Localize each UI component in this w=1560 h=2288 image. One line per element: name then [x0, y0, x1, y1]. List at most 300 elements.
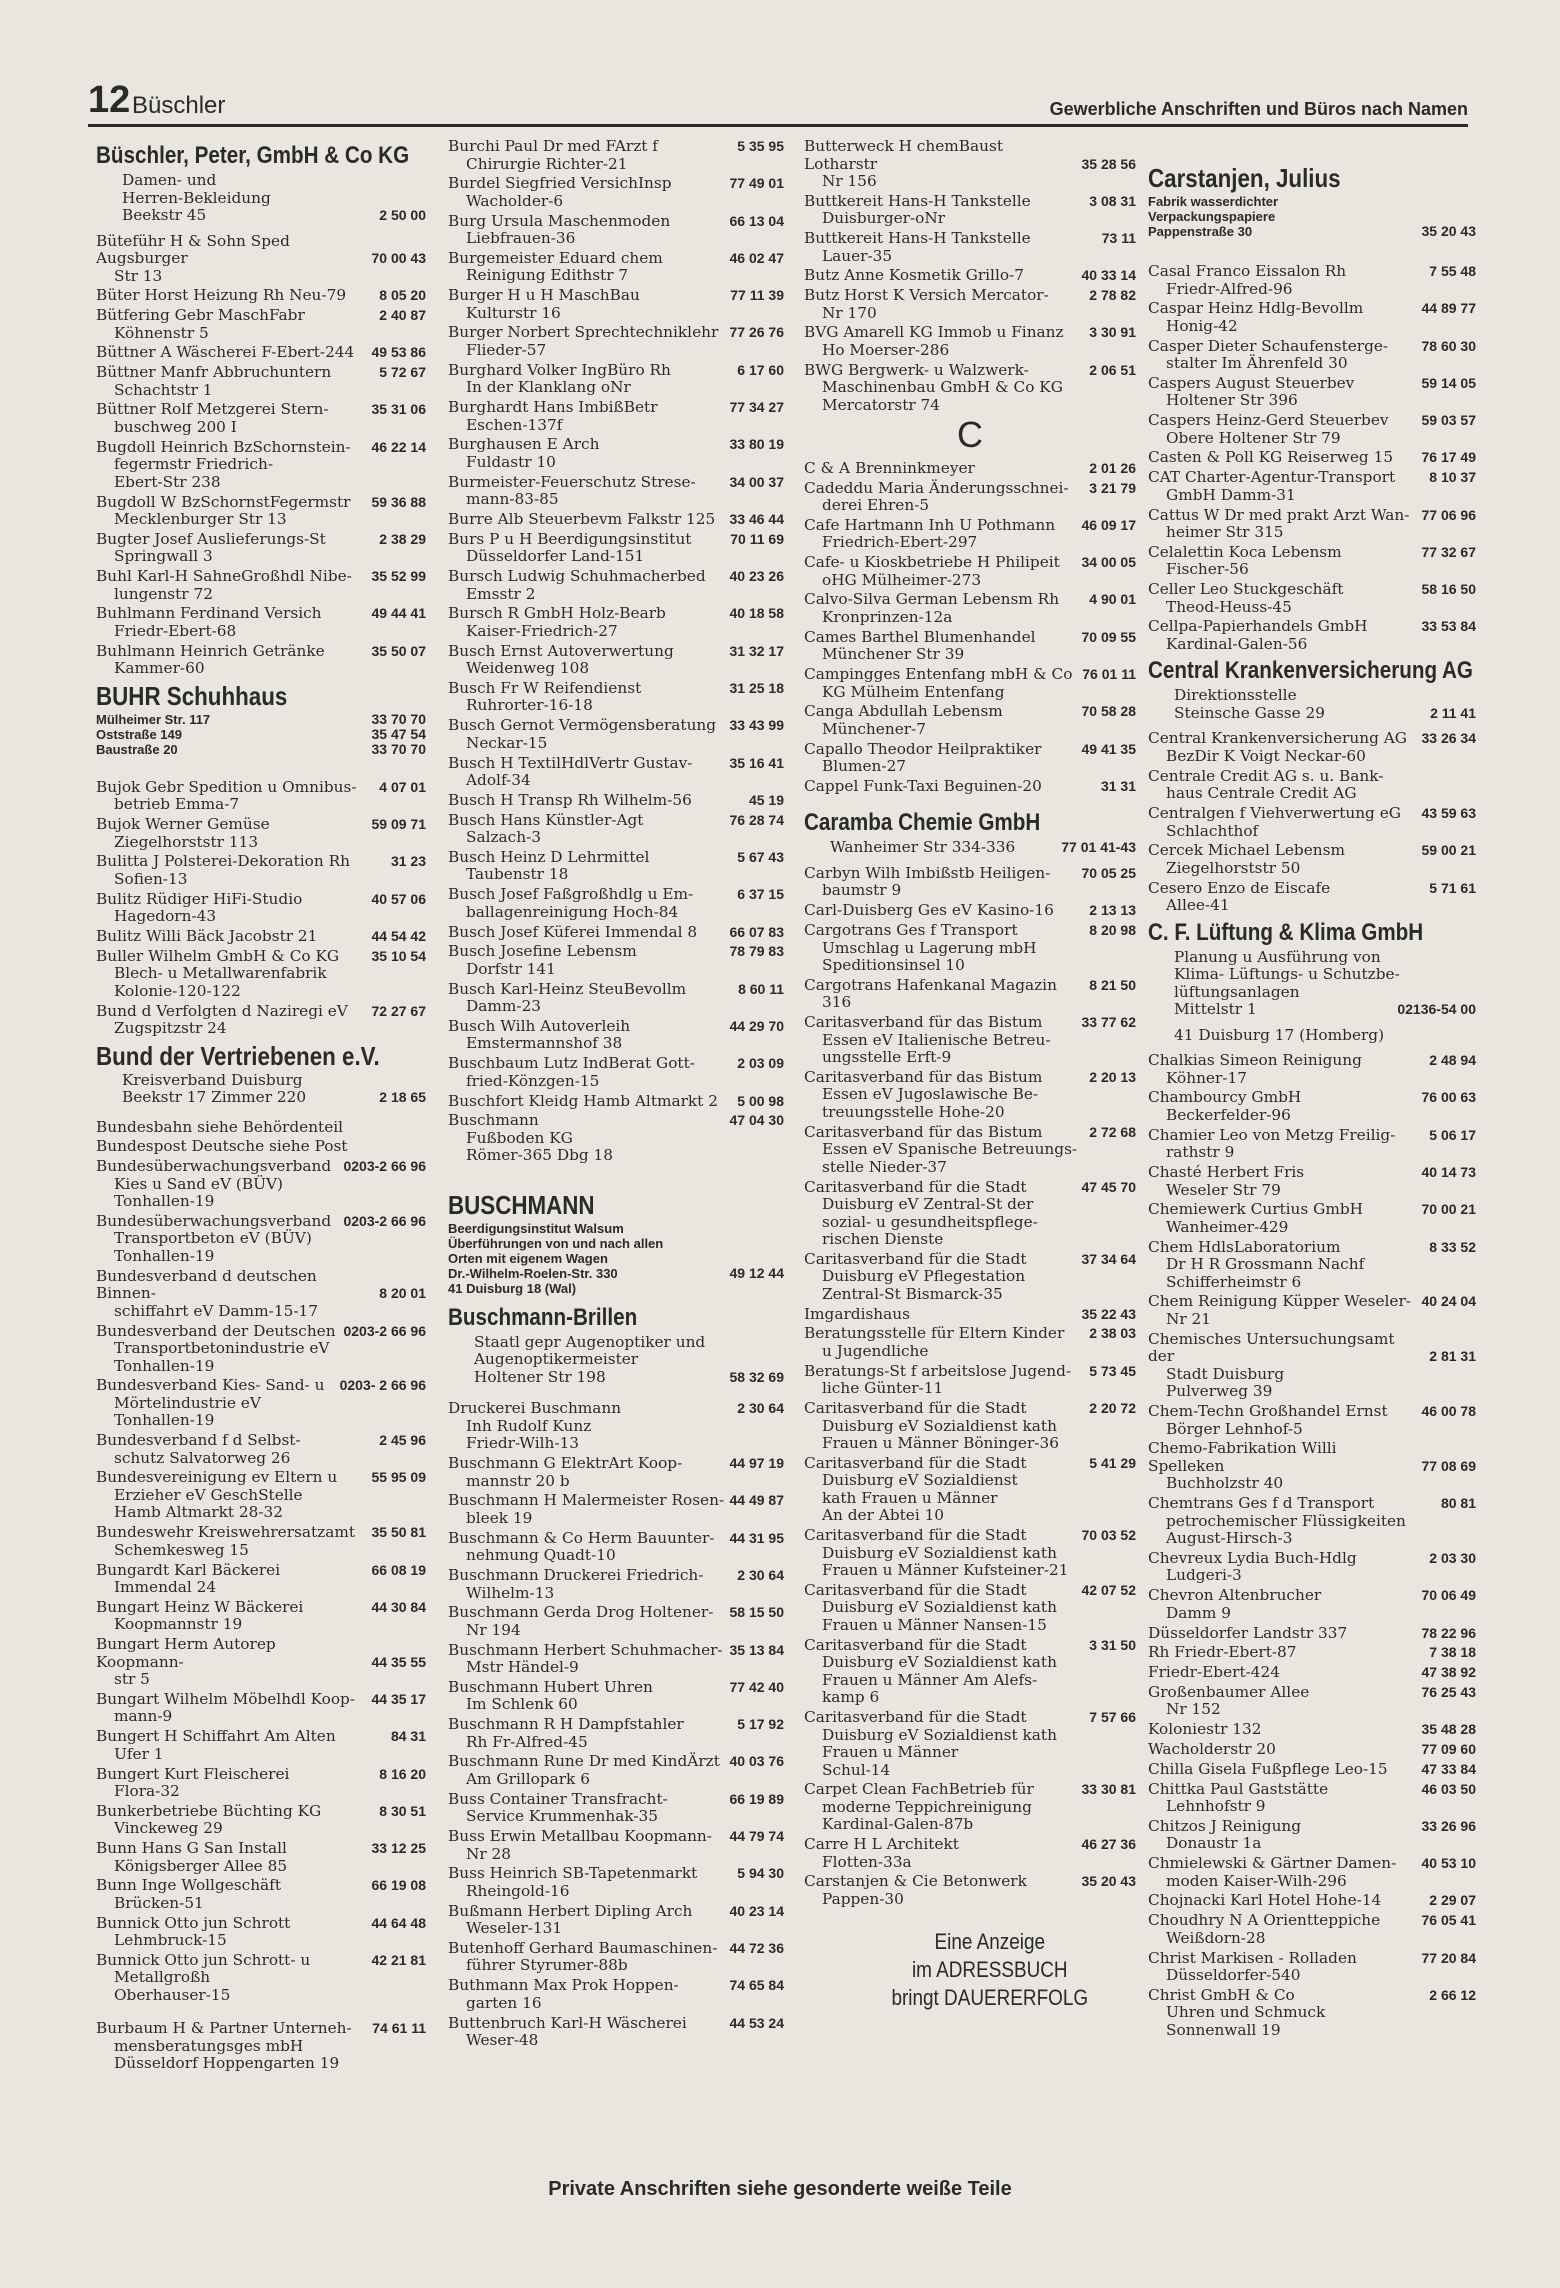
entry-phone: 43 59 63 — [1421, 805, 1476, 822]
entry-phone: 2 38 03 — [1089, 1325, 1136, 1342]
entry-line: Cargotrans Ges f Transport — [804, 921, 1018, 940]
directory-entry — [804, 629, 1136, 664]
entry-line: Koloniestr 132 — [1148, 1720, 1262, 1739]
ad-line-text: lüftungsanlagen — [1174, 982, 1300, 1001]
ad-line — [448, 1334, 784, 1352]
entry-line: Busch H Transp Rh Wilhelm-56 — [448, 790, 692, 809]
entry-phone: 33 53 84 — [1421, 618, 1476, 635]
directory-entry — [1148, 1495, 1476, 1548]
ad-line-text: Kreisverband Duisburg — [122, 1070, 303, 1089]
entry-line: Casal Franco Eissalon Rh — [1148, 262, 1347, 280]
entry-line: Schifferheimstr 6 — [1166, 1272, 1302, 1291]
ad-line-text: Damen- und — [122, 171, 217, 189]
ad-line — [96, 207, 426, 225]
entry-list — [96, 233, 426, 678]
ad-phone: 33 70 70 — [371, 740, 426, 757]
entry-phone: 2 20 13 — [1089, 1068, 1136, 1085]
directory-entry — [448, 175, 784, 210]
entry-phone: 76 25 43 — [1421, 1683, 1476, 1700]
entry-phone: 31 31 — [1100, 777, 1136, 794]
entry-line: Bugdoll Heinrich BzSchornstein- — [96, 437, 351, 456]
ad-row — [448, 1266, 784, 1281]
entry-line: Cafe- u Kioskbetriebe H Philipeit — [804, 553, 1060, 572]
directory-entry — [804, 1251, 1136, 1304]
entry-phone: 8 10 37 — [1429, 469, 1476, 486]
entry-phone: 40 24 04 — [1421, 1293, 1476, 1310]
entry-phone: 44 54 42 — [371, 927, 426, 944]
directory-entry — [96, 401, 426, 436]
ad-headline: Carstanjen, Julius — [1148, 163, 1341, 193]
directory-entry — [448, 717, 784, 752]
entry-line: lungenstr 72 — [114, 584, 213, 603]
ad-line-text: Beekstr 17 Zimmer 220 — [122, 1088, 307, 1107]
directory-entry — [448, 399, 784, 434]
entry-line: Damm 9 — [1166, 1603, 1231, 1622]
entry-line: Buschmann Herbert Schuhmacher- — [448, 1640, 723, 1659]
directory-entry — [448, 1530, 784, 1565]
directory-entry — [1148, 544, 1476, 579]
entry-line: Rheingold-16 — [466, 1881, 570, 1900]
entry-phone: 6 37 15 — [737, 886, 784, 903]
entry-line: Bundeswehr Kreiswehrersatzamt — [96, 1523, 355, 1542]
ad-row-text: 41 Duisburg 18 (Wal) — [448, 1280, 577, 1296]
entry-line: Eschen-137f — [466, 415, 563, 434]
ad-line — [1148, 949, 1476, 967]
entry-line: Chalkias Simeon Reinigung — [1148, 1051, 1362, 1070]
entry-line: Buttkereit Hans-H Tankstelle — [804, 229, 1031, 248]
entry-line: Blumen-27 — [822, 757, 907, 776]
entry-line: Neckar-15 — [466, 733, 548, 752]
entry-line: 316 — [822, 993, 852, 1012]
directory-entry — [1148, 1293, 1476, 1328]
entry-phone: 8 30 51 — [379, 1802, 426, 1819]
entry-line: Weseler Str 79 — [1166, 1180, 1281, 1199]
entry-list — [96, 1119, 426, 2073]
ad-line-text: Beekstr 45 — [122, 206, 207, 224]
entry-line: Cesero Enzo de Eiscafe — [1148, 878, 1331, 897]
ad-line-text: Steinsche Gasse 29 — [1174, 703, 1326, 722]
entry-phone: 2 40 87 — [379, 307, 426, 324]
entry-phone: 44 35 55 — [371, 1653, 426, 1670]
entry-line: Hamb Altmarkt 28-32 — [114, 1503, 284, 1522]
entry-line: Caspers August Steuerbev — [1148, 373, 1355, 392]
entry-line: Bunn Inge Wollgeschäft — [96, 1876, 281, 1895]
directory-entry — [96, 1138, 426, 1156]
entry-line: Lehmbruck-15 — [114, 1931, 227, 1950]
entry-line: Christ GmbH & Co — [1148, 1985, 1295, 2004]
directory-entry — [448, 605, 784, 640]
directory-entry — [804, 977, 1136, 1012]
entry-line: Bütfering Gebr MaschFabr — [96, 306, 305, 325]
directory-entry — [804, 554, 1136, 589]
entry-phone: 55 95 09 — [371, 1469, 426, 1486]
entry-phone: 66 19 89 — [729, 1790, 784, 1807]
entry-phone: 5 35 95 — [737, 138, 784, 154]
entry-line: Cattus W Dr med prakt Arzt Wan- — [1148, 505, 1410, 524]
entry-phone: 59 00 21 — [1421, 842, 1476, 859]
directory-entry — [448, 1093, 784, 1111]
ad-block — [96, 172, 426, 225]
entry-phone: 31 32 17 — [729, 642, 784, 659]
ad-line — [1148, 984, 1476, 1002]
entry-line: Duisburg eV Sozialdienst kath — [822, 1543, 1057, 1562]
entry-phone: 0203-2 66 96 — [343, 1322, 426, 1339]
entry-line: bleek 19 — [466, 1508, 533, 1527]
entry-phone: 70 09 55 — [1081, 628, 1136, 645]
entry-phone: 77 26 76 — [729, 324, 784, 341]
entry-phone: 5 06 17 — [1429, 1126, 1476, 1143]
entry-line: Buschmann & Co Herm Bauunter- — [448, 1528, 715, 1547]
entry-line: Chambourcy GmbH — [1148, 1088, 1302, 1107]
directory-entry — [1148, 1625, 1476, 1643]
directory-entry — [96, 1728, 426, 1763]
entry-line: Bundesbahn siehe Behördenteil — [96, 1117, 344, 1136]
entry-line: Nr 156 — [822, 172, 877, 190]
entry-line: Chojnacki Karl Hotel Hohe-14 — [1148, 1891, 1382, 1910]
entry-line: Centrale Credit AG s. u. Bank- — [1148, 766, 1384, 785]
entry-line: BWG Bergwerk- u Walzwerk- — [804, 360, 1029, 379]
entry-phone: 77 06 96 — [1421, 506, 1476, 523]
entry-line: Stadt Duisburg — [1166, 1364, 1285, 1383]
ad-row-text: Beerdigungsinstitut Walsum — [448, 1220, 624, 1236]
entry-phone: 35 22 43 — [1081, 1305, 1136, 1322]
ad-line-text: Klima- Lüftungs- u Schutzbe- — [1174, 965, 1400, 984]
directory-entry — [804, 267, 1136, 285]
directory-entry — [1148, 1741, 1476, 1759]
entry-line: Büttner Manfr Abbruchuntern — [96, 363, 332, 382]
entry-line: Service Krummenhak-35 — [466, 1807, 658, 1826]
directory-entry — [804, 1179, 1136, 1249]
ad-phone: 35 47 54 — [371, 725, 426, 742]
entry-line: kamp 6 — [822, 1688, 880, 1707]
entry-phone: 35 13 84 — [729, 1641, 784, 1658]
entry-line: Cargotrans Hafenkanal Magazin — [804, 975, 1057, 994]
entry-line: schiffahrt eV Damm-15-17 — [114, 1301, 318, 1320]
entry-line: Transportbetonindustrie eV — [114, 1339, 330, 1358]
entry-phone: 44 35 17 — [371, 1690, 426, 1707]
ad-phone: 2 11 41 — [1430, 704, 1476, 721]
entry-line: Lehnhofstr 9 — [1166, 1797, 1266, 1816]
entry-line: Chem HdlsLaboratorium — [1148, 1237, 1341, 1256]
entry-phone: 66 08 19 — [371, 1561, 426, 1578]
ad-phone: 33 70 70 — [371, 710, 426, 727]
entry-line: BVG Amarell KG Immob u Finanz — [804, 323, 1064, 342]
entry-line: Chasté Herbert Fris — [1148, 1163, 1305, 1182]
entry-line: mensberatungsges mbH — [114, 2036, 304, 2055]
ad-block — [448, 1221, 784, 1296]
ad-row — [448, 1281, 784, 1296]
entry-phone: 35 16 41 — [729, 754, 784, 771]
entry-line: Schemkesweg 15 — [114, 1540, 249, 1559]
entry-phone: 33 80 19 — [729, 436, 784, 453]
entry-line: Römer-365 Dbg 18 — [466, 1146, 614, 1165]
directory-entry — [804, 362, 1136, 415]
entry-line: Taubenstr 18 — [466, 865, 569, 884]
entry-phone: 8 16 20 — [379, 1765, 426, 1782]
entry-line: Friedr-Alfred-96 — [1166, 279, 1293, 298]
entry-phone: 73 11 — [1101, 230, 1136, 247]
directory-entry — [1148, 1550, 1476, 1585]
entry-line: Nr 152 — [1166, 1700, 1221, 1719]
entry-line: Bundesverband Kies- Sand- u — [96, 1376, 325, 1395]
ad-block — [96, 712, 426, 757]
ad-phone: 2 18 65 — [379, 1089, 426, 1106]
entry-line: Frauen u Männer — [822, 1743, 959, 1761]
entry-line: Bujok Gebr Spedition u Omnibus- — [96, 777, 357, 796]
entry-phone: 59 03 57 — [1421, 412, 1476, 429]
ad-line — [96, 1089, 426, 1107]
directory-entry — [1148, 805, 1476, 840]
entry-phone: 6 17 60 — [737, 361, 784, 378]
entry-line: Flieder-57 — [466, 340, 547, 359]
entry-line: Buhl Karl-H SahneGroßhdl Nibe- — [96, 567, 352, 586]
directory-entry — [1148, 1721, 1476, 1739]
entry-phone: 78 60 30 — [1421, 337, 1476, 354]
entry-phone: 35 50 07 — [371, 642, 426, 659]
ad-line-text: Staatl gepr Augenoptiker und — [474, 1332, 706, 1351]
entry-line: Buschmann Druckerei Friedrich- — [448, 1566, 704, 1584]
entry-line: Speditionsinsel 10 — [822, 956, 965, 975]
entry-phone: 47 45 70 — [1081, 1178, 1136, 1195]
ad-block — [804, 839, 1136, 857]
entry-phone: 8 60 11 — [738, 980, 784, 997]
entry-line: Central Krankenversicherung AG — [1148, 729, 1407, 748]
entry-phone: 7 57 66 — [1089, 1709, 1136, 1725]
entry-phone: 40 03 76 — [729, 1753, 784, 1770]
entry-phone: 77 49 01 — [729, 175, 784, 192]
entry-phone: 5 67 43 — [737, 848, 784, 865]
directory-entry — [1148, 842, 1476, 877]
entry-phone: 70 06 49 — [1421, 1587, 1476, 1604]
entry-line: Bunnick Otto jun Schrott — [96, 1913, 291, 1932]
entry-line: Ziegelhorststr 113 — [114, 832, 259, 851]
directory-entry — [804, 666, 1136, 701]
ad-line — [1148, 1001, 1476, 1019]
entry-line: GmbH Damm-31 — [1166, 485, 1296, 504]
entry-line: Zentral-St Bismarck-35 — [822, 1284, 1003, 1303]
directory-entry — [1148, 412, 1476, 447]
ad-block — [1148, 194, 1476, 239]
page-footer: Private Anschriften siehe gesonderte weiße Teile — [548, 2178, 1012, 2200]
entry-line: moden Kaiser-Wilh-296 — [1166, 1871, 1347, 1890]
entry-phone: 5 94 30 — [737, 1865, 784, 1882]
entry-phone: 70 03 52 — [1081, 1527, 1136, 1544]
ad-line — [1148, 966, 1476, 984]
entry-line: Duisburg eV Sozialdienst kath — [822, 1598, 1057, 1617]
entry-phone: 33 26 34 — [1421, 730, 1476, 747]
entry-line: Centralgen f Viehverwertung eG — [1148, 804, 1401, 823]
entry-line: Duisburg eV Pflegestation — [822, 1267, 1026, 1286]
entry-phone: 78 79 83 — [729, 943, 784, 960]
directory-entry — [96, 494, 426, 529]
entry-line: CAT Charter-Agentur-Transport — [1148, 468, 1396, 487]
directory-entry — [448, 1400, 784, 1453]
ad-headline: Büschler, Peter, GmbH & Co KG — [96, 142, 410, 169]
entry-line: Erzieher eV GeschStelle — [114, 1485, 303, 1504]
entry-line: Büttner Rolf Metzgerei Stern- — [96, 400, 329, 419]
entry-line: Buschmann R H Dampfstahler — [448, 1715, 684, 1734]
entry-phone: 77 20 84 — [1421, 1949, 1476, 1966]
entry-phone: 59 14 05 — [1421, 374, 1476, 391]
entry-line: Casten & Poll KG Reiserweg 15 — [1148, 448, 1394, 467]
ad-line-text: Planung u Ausführung von — [1174, 947, 1381, 966]
directory-entry — [804, 1781, 1136, 1834]
ad-line — [448, 1369, 784, 1387]
entry-line: Buschfort Kleidg Hamb Altmarkt 2 — [448, 1091, 718, 1110]
entry-phone: 33 77 62 — [1081, 1014, 1136, 1031]
entry-line: Sofien-13 — [114, 869, 188, 888]
entry-phone: 70 00 21 — [1421, 1201, 1476, 1218]
entry-line: Sonnenwall 19 — [1166, 2020, 1281, 2039]
directory-entry — [96, 853, 426, 888]
entry-line: kath Frauen u Männer — [822, 1488, 998, 1507]
entry-line: Chitzos J Reinigung — [1148, 1816, 1302, 1835]
ad-row-text: Pappenstraße 30 — [1148, 224, 1253, 239]
entry-line: Bursch R GmbH Holz-Bearb — [448, 604, 666, 623]
entry-phone: 8 20 98 — [1089, 922, 1136, 939]
entry-line: Ziegelhorststr 50 — [1166, 858, 1301, 877]
entry-line: Kronprinzen-12a — [822, 607, 953, 626]
ad-row-text: Dr.-Wilhelm-Roelen-Str. 330 — [448, 1265, 618, 1281]
ad-line-text: Mittelstr 1 — [1174, 1000, 1257, 1019]
entry-list — [1148, 263, 1476, 653]
entry-line: Vinckeweg 29 — [114, 1819, 223, 1838]
directory-entry — [96, 531, 426, 566]
entry-line: Bulitta J Polsterei-Dekoration Rh — [96, 852, 350, 871]
entry-line: liche Günter-11 — [822, 1379, 944, 1398]
entry-phone: 8 21 50 — [1089, 976, 1136, 993]
entry-line: Kies u Sand eV (BÜV) — [114, 1174, 283, 1193]
entry-line: stalter Im Ährenfeld 30 — [1166, 354, 1348, 373]
entry-line: Campingges Entenfang mbH & Co — [804, 665, 1073, 684]
ad-row — [448, 1251, 784, 1266]
entry-line: Kulturstr 16 — [466, 303, 561, 322]
ad-line: Eine Anzeige — [934, 1929, 1046, 1955]
entry-phone: 35 48 28 — [1421, 1721, 1476, 1738]
entry-line: Ebert-Str 238 — [114, 472, 221, 491]
ad-line-text: Augenoptikermeister — [474, 1350, 639, 1369]
entry-phone: 0203- 2 66 96 — [339, 1377, 426, 1394]
entry-line: Essen eV Spanische Betreuungs- — [822, 1140, 1078, 1159]
entry-line: Burghard Volker IngBüro Rh — [448, 360, 671, 379]
directory-entry — [1148, 1164, 1476, 1199]
directory-entry — [1148, 1239, 1476, 1292]
entry-line: Burchi Paul Dr med FArzt f — [448, 137, 658, 155]
directory-entry — [1148, 581, 1476, 616]
directory-entry — [1148, 375, 1476, 410]
directory-entry — [804, 922, 1136, 975]
entry-phone: 77 42 40 — [729, 1678, 784, 1695]
entry-line: Schlachthof — [1166, 821, 1259, 840]
entry-line: Buhlmann Heinrich Getränke — [96, 641, 325, 660]
entry-line: Pappen-30 — [822, 1889, 904, 1908]
entry-phone: 34 00 37 — [729, 473, 784, 490]
directory-entry — [1148, 1587, 1476, 1622]
entry-line: Burger Norbert Sprechtechniklehr — [448, 323, 719, 342]
entry-line: Frauen u Männer Nansen-15 — [822, 1615, 1047, 1634]
entry-line: Adolf-34 — [466, 771, 531, 790]
entry-line: Caritasverband für die Stadt — [804, 1580, 1027, 1599]
directory-entry — [1148, 768, 1476, 803]
entry-list — [804, 865, 1136, 1908]
directory-entry — [804, 460, 1136, 478]
entry-phone: 76 05 41 — [1421, 1912, 1476, 1929]
entry-phone: 8 20 01 — [379, 1285, 426, 1302]
entry-line: Chirurgie Richter-21 — [466, 154, 628, 173]
entry-line: Busch Hans Künstler-Agt — [448, 810, 644, 829]
entry-line: nehmung Quadt-10 — [466, 1546, 616, 1565]
entry-line: Nr 28 — [466, 1844, 512, 1863]
entry-line: Rh Friedr-Ebert-87 — [1148, 1643, 1297, 1662]
entry-line: Bundesverband d deutschen Binnen- — [96, 1266, 317, 1303]
entry-phone: 31 25 18 — [729, 679, 784, 696]
directory-entry — [448, 1492, 784, 1527]
ad-headline: Caramba Chemie GmbH — [804, 809, 1041, 837]
entry-line: Carl-Duisberg Ges eV Kasino-16 — [804, 901, 1054, 920]
entry-phone: 77 32 67 — [1421, 543, 1476, 560]
entry-line: stelle Nieder-37 — [822, 1157, 947, 1176]
entry-phone: 35 50 81 — [371, 1524, 426, 1541]
directory-entry — [804, 1325, 1136, 1360]
ad-phone: 49 12 44 — [729, 1264, 784, 1281]
entry-line: Cercek Michael Lebensm — [1148, 841, 1345, 860]
entry-line: Busch Fr W Reifendienst — [448, 678, 642, 697]
entry-line: Ho Moerser-286 — [822, 340, 950, 359]
entry-phone: 58 16 50 — [1421, 581, 1476, 598]
entry-line: Donaustr 1a — [1166, 1834, 1262, 1853]
entry-phone: 76 01 11 — [1082, 666, 1136, 683]
entry-line: mann-9 — [114, 1707, 173, 1726]
entry-line: Fischer-56 — [1166, 560, 1249, 579]
entry-line: derei Ehren-5 — [822, 496, 930, 515]
entry-line: Düsseldorf Hoppengarten 19 — [114, 2054, 340, 2073]
entry-phone: 45 19 — [748, 791, 784, 808]
entry-line: Burdel Siegfried VersichInsp — [448, 174, 672, 193]
entry-line: Busch H TextilHdlVertr Gustav- — [448, 753, 693, 772]
entry-line: haus Centrale Credit AG — [1166, 784, 1357, 803]
entry-line: Caritasverband für die Stadt — [804, 1453, 1027, 1472]
entry-line: Köhner-17 — [1166, 1068, 1247, 1087]
entry-phone: 33 46 44 — [729, 510, 784, 527]
entry-phone: 80 81 — [1440, 1495, 1476, 1512]
entry-line: Bujok Werner Gemüse — [96, 815, 270, 834]
entry-line: Düsseldorfer-540 — [1166, 1966, 1301, 1985]
directory-entry — [448, 250, 784, 285]
directory-entry — [448, 324, 784, 359]
entry-line: Essen eV Italienische Betreu- — [822, 1030, 1051, 1049]
entry-line: Uhren und Schmuck — [1166, 2003, 1326, 2022]
entry-line: Chevron Altenbrucher — [1148, 1586, 1322, 1605]
directory-entry — [448, 1604, 784, 1639]
directory-entry — [448, 1055, 784, 1090]
entry-line: Butz Horst K Versich Mercator- — [804, 286, 1049, 305]
entry-phone: 4 90 01 — [1089, 591, 1136, 608]
directory-entry — [804, 1124, 1136, 1177]
entry-line: Caspar Heinz Hdlg-Bevollm — [1148, 299, 1364, 318]
entry-line: Büttner A Wäscherei F-Ebert-244 — [96, 343, 355, 362]
directory-entry — [448, 287, 784, 322]
entry-phone: 2 30 64 — [737, 1567, 784, 1583]
entry-phone: 40 23 14 — [729, 1902, 784, 1919]
ad-line-text: Direktionsstelle — [1174, 686, 1297, 705]
directory-entry — [96, 1562, 426, 1597]
ad-phone: 35 20 43 — [1421, 223, 1476, 239]
directory-entry — [804, 591, 1136, 626]
entry-line: Chittka Paul Gaststätte — [1148, 1779, 1329, 1798]
entry-line: Busch Josefine Lebensm — [448, 942, 637, 961]
directory-entry — [1148, 449, 1476, 467]
directory-entry — [96, 928, 426, 946]
